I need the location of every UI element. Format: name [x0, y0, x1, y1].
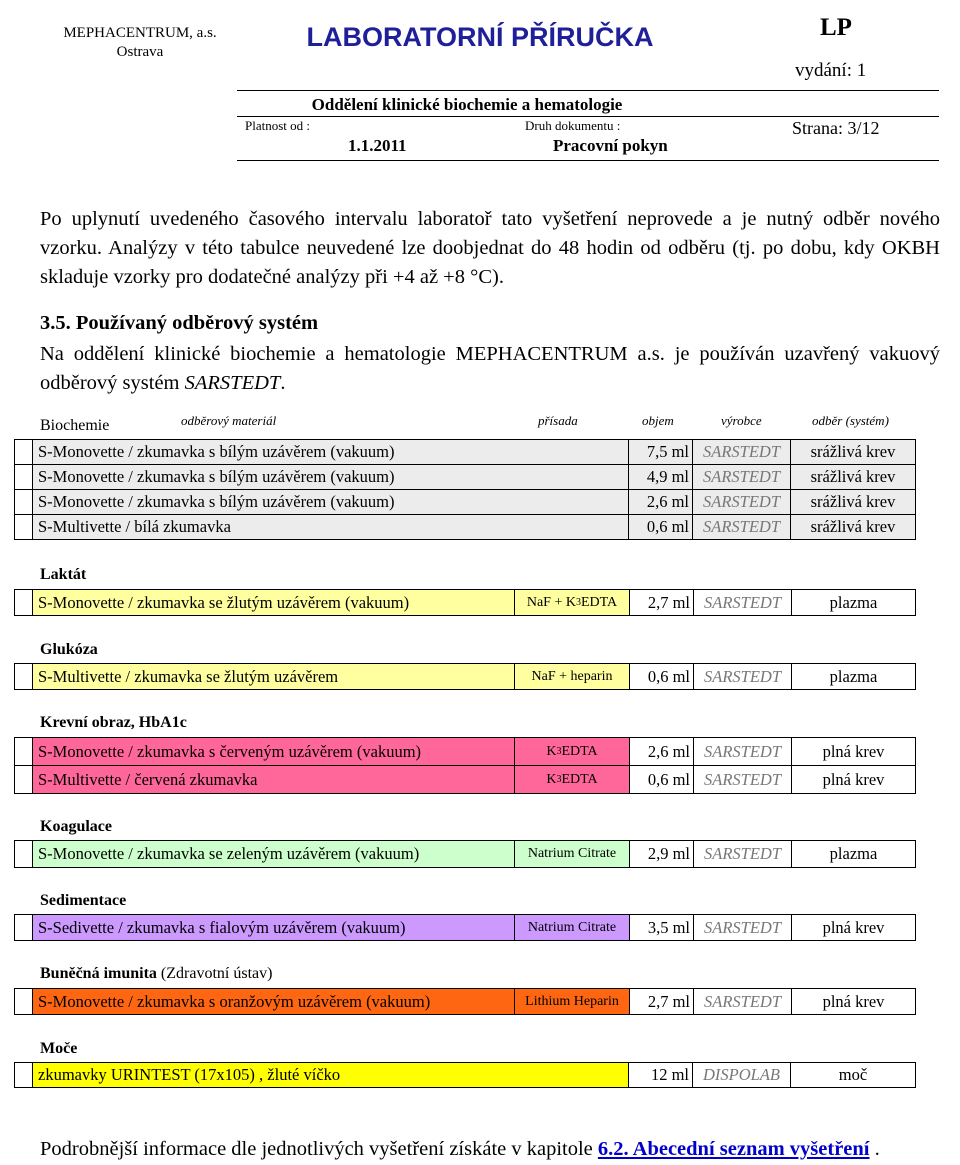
additive-subscript: 3	[556, 774, 562, 785]
group-label-imunita	[40, 965, 272, 983]
group-label-laktat: Laktát	[40, 566, 87, 583]
row-marker	[15, 766, 32, 793]
volume-cell: 2,7 ml	[629, 989, 693, 1014]
group-label-moce: Moče	[40, 1040, 78, 1057]
row-marker	[15, 1063, 32, 1087]
company-city: Ostrava	[116, 44, 164, 60]
volume-cell: 0,6 ml	[629, 766, 693, 793]
col-volume: objem	[642, 413, 674, 428]
footer-text: Podrobnější informace dle jednotlivých vyšetření získáte v kapitole	[40, 1138, 598, 1160]
table-row	[14, 489, 916, 515]
volume-cell: 12 ml	[628, 1063, 692, 1087]
material-cell: S-Monovette / zkumavka se žlutým uzávěrem (vakuum)	[32, 590, 514, 615]
row-marker	[15, 490, 32, 514]
material-cell: S-Monovette / zkumavka s červeným uzávěrem (vakuum)	[32, 738, 514, 765]
group-label-glukoza: Glukóza	[40, 641, 98, 658]
additive-cell	[514, 590, 629, 615]
header-divider	[237, 116, 939, 117]
footer-end: .	[869, 1138, 880, 1160]
section-text: Na oddělení klinické biochemie a hematologie MEPHACENTRUM a.s. je používán uzavřený vakuový odběrový systém	[40, 343, 940, 394]
additive-cell	[514, 766, 629, 793]
section-end: .	[280, 372, 286, 394]
group-label-biochemie: Biochemie	[40, 417, 110, 434]
company-block	[40, 24, 240, 62]
col-maker: výrobce	[721, 413, 762, 428]
volume-cell: 2,9 ml	[629, 841, 693, 867]
volume-cell: 2,6 ml	[629, 738, 693, 765]
additive-text: NaF + K	[526, 594, 576, 610]
draw-cell: plná krev	[791, 915, 915, 940]
table-row	[14, 840, 916, 868]
additive-text: EDTA	[580, 594, 618, 610]
volume-cell: 0,6 ml	[629, 664, 693, 689]
material-cell: S-Multivette / bílá zkumavka	[32, 515, 628, 539]
row-marker	[15, 515, 32, 539]
draw-cell: srážlivá krev	[790, 440, 915, 464]
additive-cell: NaF + heparin	[514, 664, 629, 689]
draw-cell: srážlivá krev	[790, 465, 915, 489]
table-row	[14, 988, 916, 1015]
group-label-koagulace: Koagulace	[40, 818, 112, 835]
valid-value: 1.1.2011	[348, 136, 407, 155]
table-row	[14, 914, 916, 941]
additive-text: EDTA	[561, 743, 598, 759]
row-marker	[15, 664, 32, 689]
row-marker	[15, 440, 32, 464]
draw-cell: moč	[790, 1063, 915, 1087]
row-marker	[15, 465, 32, 489]
maker-cell: SARSTEDT	[693, 841, 791, 867]
maker-cell: SARSTEDT	[692, 440, 790, 464]
section-heading: 3.5. Používaný odběrový systém	[40, 312, 319, 334]
maker-cell: SARSTEDT	[693, 590, 791, 615]
additive-text: K	[546, 771, 557, 787]
material-cell: S-Monovette / zkumavka s bílým uzávěrem (vakuum)	[32, 490, 628, 514]
volume-cell: 0,6 ml	[628, 515, 692, 539]
maker-cell: SARSTEDT	[692, 465, 790, 489]
valid-label: Platnost od :	[245, 118, 311, 133]
col-material: odběrový materiál	[181, 413, 277, 428]
additive-subscript: 3	[556, 746, 562, 757]
row-marker	[15, 738, 32, 765]
page-number: Strana: 3/12	[792, 118, 880, 138]
company-name: MEPHACENTRUM, a.s.	[63, 25, 217, 41]
imunita-note: (Zdravotní ústav)	[160, 965, 273, 982]
draw-cell: plná krev	[791, 989, 915, 1014]
draw-cell: srážlivá krev	[790, 515, 915, 539]
additive-text: K	[546, 743, 557, 759]
material-cell: S-Monovette / zkumavka s oranžovým uzávěrem (vakuum)	[32, 989, 514, 1014]
material-cell: S-Monovette / zkumavka s bílým uzávěrem (vakuum)	[32, 440, 628, 464]
section-paragraph	[40, 340, 940, 398]
header-divider	[237, 90, 939, 91]
row-marker	[15, 841, 32, 867]
chapter-link[interactable]: 6.2. Abecední seznam vyšetření	[597, 1138, 870, 1160]
col-draw: odběr (systém)	[812, 413, 889, 428]
table-row	[14, 439, 916, 465]
draw-cell: plná krev	[791, 738, 915, 765]
maker-cell: SARSTEDT	[693, 766, 791, 793]
draw-cell: plazma	[791, 590, 915, 615]
col-additive: přísada	[538, 413, 578, 428]
additive-text: EDTA	[561, 771, 598, 787]
volume-cell: 4,9 ml	[628, 465, 692, 489]
imunita-label: Buněčná imunita	[40, 965, 157, 982]
table-row	[14, 464, 916, 490]
additive-cell: Natrium Citrate	[514, 841, 629, 867]
volume-cell: 2,6 ml	[628, 490, 692, 514]
material-cell: S-Monovette / zkumavka s bílým uzávěrem (vakuum)	[32, 465, 628, 489]
edition: vydání: 1	[795, 60, 867, 81]
volume-cell: 2,7 ml	[629, 590, 693, 615]
material-cell: zkumavky URINTEST (17x105) , žluté víčko	[32, 1063, 628, 1087]
table-row	[14, 1062, 916, 1088]
row-marker	[15, 590, 32, 615]
doctype-label: Druh dokumentu :	[525, 118, 621, 133]
maker-cell: SARSTEDT	[692, 515, 790, 539]
additive-cell: Natrium Citrate	[514, 915, 629, 940]
table-row	[14, 765, 916, 794]
draw-cell: srážlivá krev	[790, 490, 915, 514]
material-cell: S-Multivette / červená zkumavka	[32, 766, 514, 793]
table-row	[14, 589, 916, 616]
maker-cell: SARSTEDT	[693, 738, 791, 765]
document-title: LABORATORNÍ PŘÍRUČKA	[306, 22, 654, 52]
document-code: LP	[820, 14, 852, 41]
volume-cell: 7,5 ml	[628, 440, 692, 464]
table-row	[14, 737, 916, 766]
additive-cell: Lithium Heparin	[514, 989, 629, 1014]
material-cell: S-Sedivette / zkumavka s fialovým uzávěrem (vakuum)	[32, 915, 514, 940]
row-marker	[15, 989, 32, 1014]
table-row	[14, 514, 916, 540]
maker-cell: SARSTEDT	[693, 664, 791, 689]
intro-paragraph: Po uplynutí uvedeného časového intervalu laboratoř tato vyšetření neprovede a je nutný odběr nového vzorku. Analýzy v této tabulce neuvedené lze doobjednat do 48 hodin od odběru (tj. po dobu, kdy OKBH skladuje vzorky pro dodatečné analýzy při +4 až +8 °C).	[40, 208, 940, 288]
doctype-value: Pracovní pokyn	[553, 136, 668, 155]
table-row	[14, 663, 916, 690]
material-cell: S-Monovette / zkumavka se zeleným uzávěrem (vakuum)	[32, 841, 514, 867]
draw-cell: plazma	[791, 841, 915, 867]
material-cell: S-Multivette / zkumavka se žlutým uzávěrem	[32, 664, 514, 689]
header-divider	[237, 160, 939, 161]
department: Oddělení klinické biochemie a hematologie	[311, 95, 623, 114]
additive-subscript: 3	[575, 597, 581, 608]
maker-cell: DISPOLAB	[692, 1063, 790, 1087]
volume-cell: 3,5 ml	[629, 915, 693, 940]
maker-cell: SARSTEDT	[693, 915, 791, 940]
additive-cell	[514, 738, 629, 765]
group-label-krevni-obraz: Krevní obraz, HbA1c	[40, 714, 187, 731]
group-label-sedimentace: Sedimentace	[40, 892, 127, 909]
draw-cell: plazma	[791, 664, 915, 689]
row-marker	[15, 915, 32, 940]
maker-cell: SARSTEDT	[692, 490, 790, 514]
maker-cell: SARSTEDT	[693, 989, 791, 1014]
section-brand: SARSTEDT	[184, 372, 281, 394]
footer-note	[40, 1138, 880, 1161]
draw-cell: plná krev	[791, 766, 915, 793]
